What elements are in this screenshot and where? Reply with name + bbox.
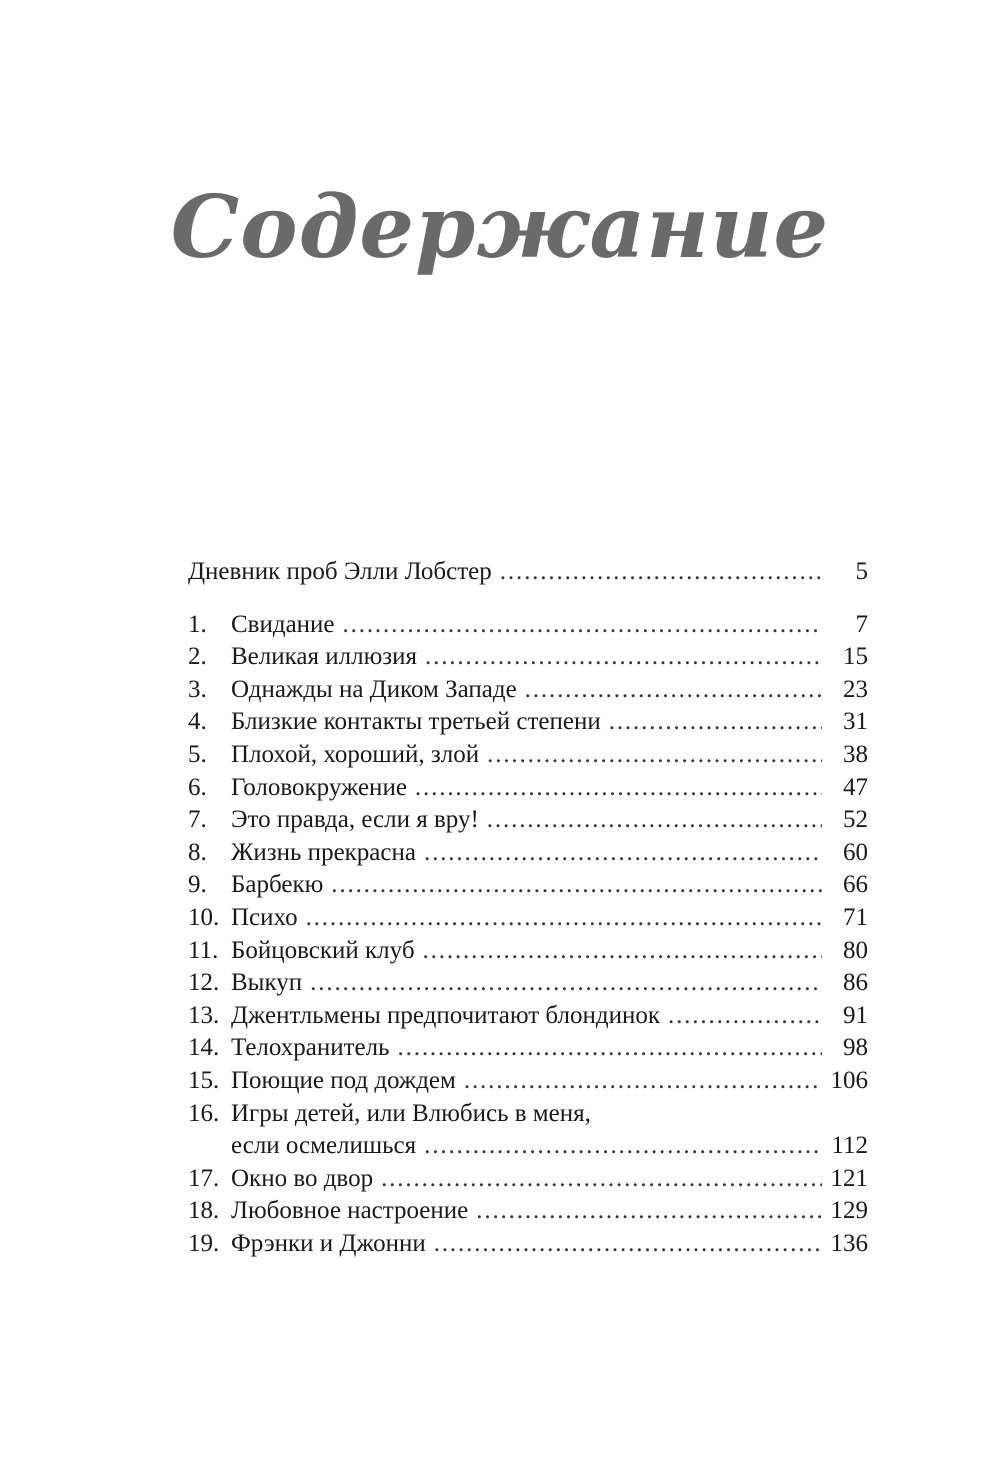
chapter-number: 1. xyxy=(188,610,207,638)
chapter-title: Любовное настроение xyxy=(231,1197,469,1225)
chapter-page: 106 xyxy=(830,1066,868,1094)
chapter-number: 12. xyxy=(188,969,220,997)
chapter-number: 3. xyxy=(188,675,207,703)
chapter-page: 38 xyxy=(843,740,868,768)
chapter-number: 5. xyxy=(188,740,207,768)
toc-entry-page: 5 xyxy=(855,558,868,585)
leader-dots xyxy=(424,1130,822,1163)
toc-entry-15 xyxy=(188,1065,868,1098)
leader-dots xyxy=(310,967,822,1000)
chapter-title: Окно во двор xyxy=(231,1164,374,1192)
leader-dots xyxy=(381,1163,822,1196)
chapter-title: Жизнь прекрасна xyxy=(231,838,416,866)
chapter-title: Великая иллюзия xyxy=(231,643,417,671)
toc-entry-5 xyxy=(188,739,868,772)
page-title: Содержание xyxy=(170,177,830,278)
chapter-number: 18. xyxy=(188,1197,220,1225)
chapter-number: 9. xyxy=(188,871,207,899)
chapter-title-continuation: если осмелишься xyxy=(231,1132,417,1160)
chapter-title: Телохранитель xyxy=(231,1034,390,1062)
chapter-number: 4. xyxy=(188,708,207,736)
leader-dots xyxy=(476,1195,822,1228)
toc-entry-18 xyxy=(188,1195,868,1228)
chapter-number: 10. xyxy=(188,903,220,931)
chapter-page: 7 xyxy=(855,610,868,638)
toc-entry-4 xyxy=(188,706,868,739)
toc-entry-6 xyxy=(188,772,868,805)
toc-entry-3 xyxy=(188,674,868,707)
chapter-number: 19. xyxy=(188,1229,220,1257)
chapter-number: 16. xyxy=(188,1099,220,1127)
chapter-title: Выкуп xyxy=(231,969,303,997)
toc-entry-19 xyxy=(188,1228,868,1261)
chapter-title: Фрэнки и Джонни xyxy=(231,1229,426,1257)
chapter-page: 121 xyxy=(830,1164,868,1192)
chapter-page: 129 xyxy=(830,1197,868,1225)
chapter-number: 7. xyxy=(188,806,207,834)
toc-entry-8 xyxy=(188,837,868,870)
chapter-page: 136 xyxy=(830,1229,868,1257)
chapter-page: 98 xyxy=(843,1034,868,1062)
chapter-title: Игры детей, или Влюбись в меня, xyxy=(231,1099,591,1127)
leader-dots xyxy=(464,1065,822,1098)
toc-entry-16-continued xyxy=(188,1130,868,1163)
leader-dots xyxy=(487,804,822,837)
chapter-number: 15. xyxy=(188,1066,220,1094)
leader-dots xyxy=(423,935,822,968)
leader-dots xyxy=(525,674,822,707)
chapter-page: 23 xyxy=(843,675,868,703)
toc-entry-14 xyxy=(188,1032,868,1065)
leader-dots xyxy=(331,869,822,902)
toc-entry-13 xyxy=(188,1000,868,1033)
leader-dots xyxy=(487,739,822,772)
toc-entry-9 xyxy=(188,869,868,902)
toc-entry-17 xyxy=(188,1163,868,1196)
toc-entry-12 xyxy=(188,967,868,1000)
chapter-page: 15 xyxy=(843,643,868,671)
chapter-page: 86 xyxy=(843,969,868,997)
toc-entry-intro xyxy=(188,556,868,589)
leader-dots xyxy=(415,772,822,805)
chapter-page: 71 xyxy=(843,903,868,931)
chapter-page: 66 xyxy=(843,871,868,899)
leader-dots xyxy=(398,1032,822,1065)
toc-entry-2 xyxy=(188,641,868,674)
chapter-title: Близкие контакты третьей степени xyxy=(231,708,601,736)
chapter-page: 47 xyxy=(843,773,868,801)
chapter-title: Свидание xyxy=(231,610,335,638)
leader-dots xyxy=(500,556,822,589)
chapter-number: 14. xyxy=(188,1034,220,1062)
leader-dots xyxy=(343,609,822,642)
leader-dots xyxy=(306,902,822,935)
chapter-page: 52 xyxy=(843,806,868,834)
toc-entry-10 xyxy=(188,902,868,935)
chapter-page: 91 xyxy=(843,1001,868,1029)
chapter-number: 13. xyxy=(188,1001,220,1029)
leader-dots xyxy=(434,1228,822,1261)
chapter-number: 6. xyxy=(188,773,207,801)
table-of-contents xyxy=(188,556,868,1260)
leader-dots xyxy=(668,1000,822,1033)
chapter-title: Психо xyxy=(231,903,298,931)
chapter-title: Поющие под дождем xyxy=(231,1066,456,1094)
chapter-title: Бойцовский клуб xyxy=(231,936,415,964)
toc-entry-label: Дневник проб Элли Лобстер xyxy=(188,558,492,585)
toc-entry-11 xyxy=(188,935,868,968)
chapter-title: Это правда, если я вру! xyxy=(231,806,479,834)
chapter-page: 80 xyxy=(843,936,868,964)
chapter-page: 112 xyxy=(831,1132,868,1160)
chapter-title: Джентльмены предпочитают блондинок xyxy=(231,1001,660,1029)
toc-entry-16 xyxy=(188,1098,868,1131)
toc-entry-1 xyxy=(188,609,868,642)
leader-dots xyxy=(609,706,822,739)
chapter-page: 31 xyxy=(843,708,868,736)
leader-dots xyxy=(424,837,822,870)
chapter-title: Барбекю xyxy=(231,871,324,899)
toc-entry-7 xyxy=(188,804,868,837)
chapter-title: Плохой, хороший, злой xyxy=(231,740,480,768)
leader-dots xyxy=(425,641,822,674)
chapter-number: 11. xyxy=(188,936,219,964)
chapter-number: 2. xyxy=(188,643,207,671)
chapter-title: Головокружение xyxy=(231,773,407,801)
chapter-number: 8. xyxy=(188,838,207,866)
chapter-title: Однажды на Диком Западе xyxy=(231,675,517,703)
chapter-page: 60 xyxy=(843,838,868,866)
chapter-number: 17. xyxy=(188,1164,220,1192)
